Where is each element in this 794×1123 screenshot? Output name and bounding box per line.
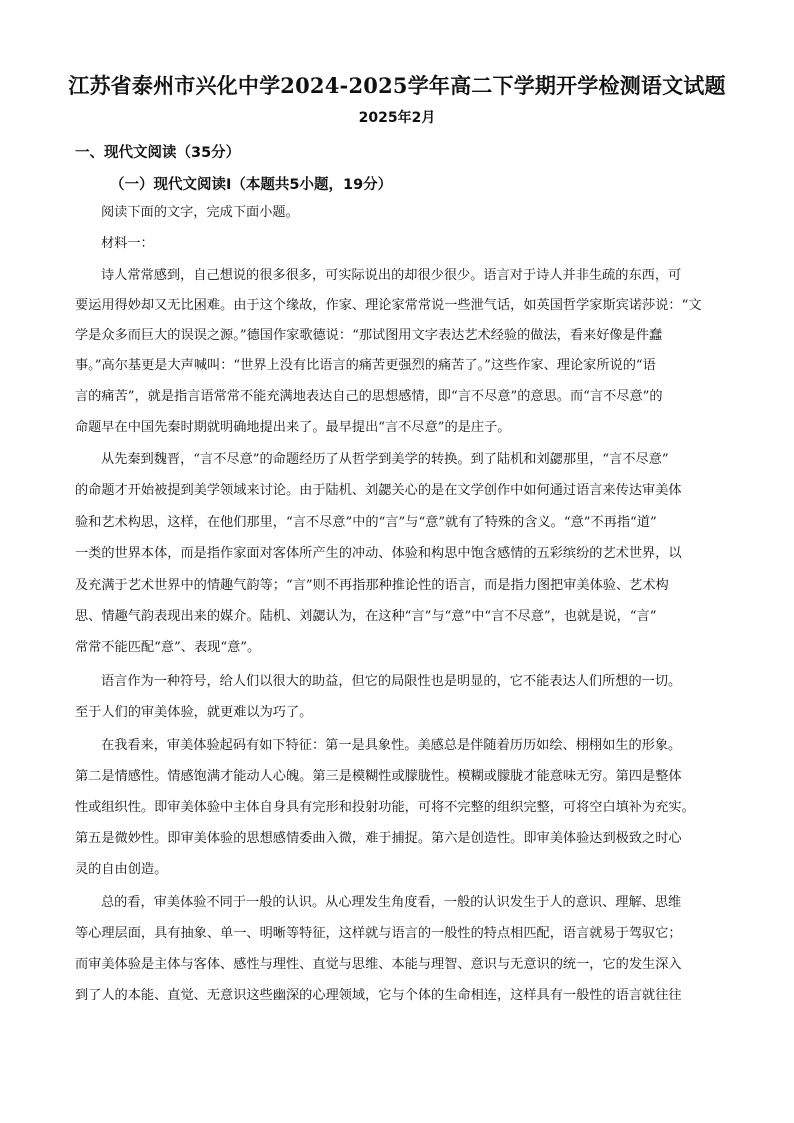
- text-line: 到了人的本能、直觉、无意识这些幽深的心理领域，它与个体的生命相连，这样具有一般性的语言就往往: [75, 988, 682, 1003]
- text-line: 总的看，审美体验不同于一般的认识。从心理发生角度看，一般的认识发生于人的意识、理解、思维: [101, 895, 682, 910]
- text-line: 第二是情感性。情感饱满才能动人心魄。第三是模糊性或朦胧性。模糊或朦胧才能意味无穷。第四是整体: [75, 769, 682, 784]
- text-line: 一类的世界本体，而是指作家面对客体所产生的冲动、体验和构思中饱含感情的五彩缤纷的艺术世界，以: [75, 546, 682, 561]
- document-date: 2025年2月: [358, 110, 436, 126]
- text-line: 要运用得妙却又无比困难。由于这个缘故，作家、理论家常常说一些泄气话，如英国哲学家斯宾诺莎说：“文: [75, 298, 702, 313]
- material-label: 材料一：: [101, 236, 154, 251]
- text-line: 语言作为一种符号，给人们以很大的助益，但它的局限性也是明显的，它不能表达人们所想的一切。: [101, 674, 682, 689]
- text-line: 至于人们的审美体验，就更难以为巧了。: [75, 705, 313, 720]
- text-line: 事。”高尔基更是大声喊叫：“世界上没有比语言的痛苦更强烈的痛苦了。”这些作家、理论家所说的“语: [75, 358, 656, 373]
- text-line: 学是众多而巨大的误误之源。”德国作家歌德说：“那试图用文字表达艺术经验的做法，看来好像是件蠢: [75, 328, 663, 343]
- text-line: 等心理层面，具有抽象、单一、明晰等特征，这样就与语言的一般性的特点相匹配，语言就易于驾驭它；: [75, 926, 682, 941]
- text-line: 性或组织性。即审美体验中主体自身具有完形和投射功能，可将不完整的组织完整，可将空白填补为充实。: [75, 800, 695, 815]
- text-line: 从先秦到魏晋，“言不尽意”的命题经历了从哲学到美学的转换。到了陆机和刘勰那里，“言不尽意”: [101, 452, 669, 467]
- text-line: 言的痛苦”，就是指言语常常不能充满地表达自己的思想感情，即“言不尽意”的意思。而“言不尽意”的: [75, 389, 663, 404]
- text-line: 及充满于艺术世界中的情趣气韵等；“言”则不再指那种推论性的语言，而是指力图把审美体验、艺术构: [75, 578, 669, 593]
- text-line: 而审美体验是主体与客体、感性与理性、直觉与思维、本能与理智、意识与无意识的统一，它的发生深入: [75, 957, 682, 972]
- text-line: 的命题才开始被提到美学领域来讨论。由于陆机、刘勰关心的是在文学创作中如何通过语言来传达审美体: [75, 483, 682, 498]
- instruction-text: 阅读下面的文字，完成下面小题。: [101, 205, 299, 220]
- text-line: 在我看来，审美体验起码有如下特征：第一是具象性。美感总是伴随着历历如绘、栩栩如生的形象。: [101, 738, 682, 753]
- text-line: 诗人常常感到，自己想说的很多很多，可实际说出的却很少很少。语言对于诗人并非生疏的东西，可: [101, 268, 682, 283]
- text-line: 灵的自由创造。: [75, 862, 168, 877]
- text-line: 常常不能匹配“意”、表现“意”。: [75, 640, 261, 655]
- document-title: 江苏省泰州市兴化中学2024-2025学年高二下学期开学检测语文试题: [68, 73, 726, 98]
- text-line: 思、情趣气韵表现出来的媒介。陆机、刘勰认为，在这种“言”与“意”中“言不尽意”，也就是说，“言”: [75, 609, 657, 624]
- section-heading: 一、现代文阅读（35分）: [75, 145, 241, 161]
- text-line: 验和艺术构思，这样，在他们那里，“言不尽意”中的“言”与“意”就有了特殊的含义。“意”不再指“道”: [75, 515, 657, 530]
- text-line: 第五是微妙性。即审美体验的思想感情委曲入微，难于捕捉。第六是创造性。即审美体验达到极致之时心: [75, 831, 682, 846]
- subsection-heading: （一）现代文阅读Ⅰ（本题共5小题，19分）: [110, 177, 393, 193]
- text-line: 命题早在中国先秦时期就明确地提出来了。最早提出“言不尽意”的是庄子。: [75, 420, 511, 435]
